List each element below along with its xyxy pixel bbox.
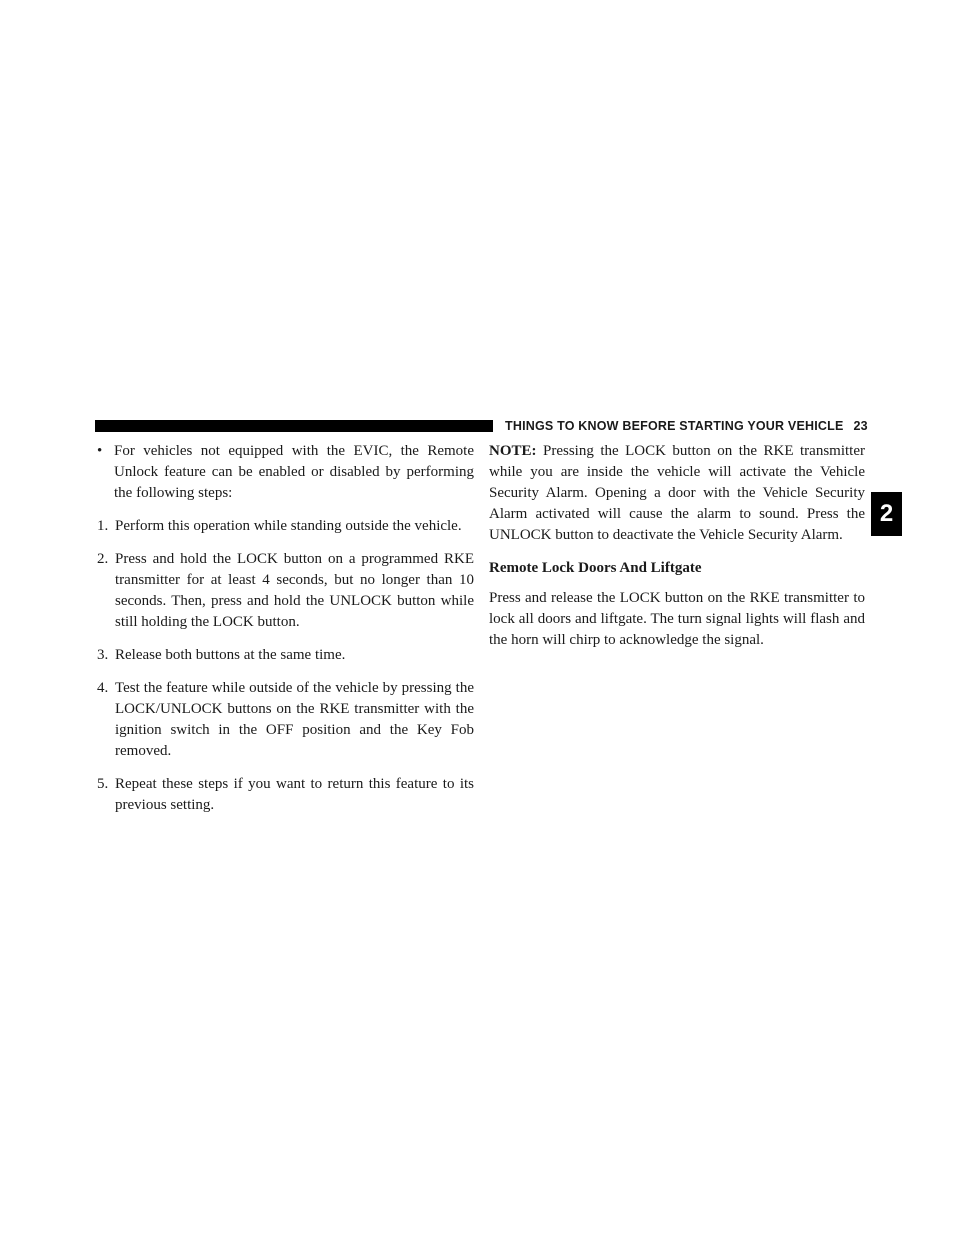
step-text: Repeat these steps if you want to return this feature to its previous setting. [115, 776, 474, 813]
step-text: Test the feature while outside of the vehicle by pressing the LOCK/UNLOCK buttons on the RKE transmitter with the ignition switch in the OFF position and the Key Fob removed. [115, 680, 474, 759]
note-text: Pressing the LOCK button on the RKE transmitter while you are inside the vehicle will activate the Vehicle Security Alarm. Opening a door with the Vehicle Security Alarm activated will cause the alarm to sound. Press the UNLOCK button to deactivate the Vehicle Security Alarm. [489, 443, 865, 543]
bullet-item [97, 441, 474, 504]
step-item [97, 774, 474, 816]
bullet-text: For vehicles not equipped with the EVIC, the Remote Unlock feature can be enabled or disabled by performing the following steps: [114, 443, 474, 501]
chapter-tab: 2 [871, 492, 902, 536]
step-item [97, 516, 474, 537]
note-paragraph [489, 441, 865, 546]
step-number: 1. [97, 518, 109, 534]
section-heading: Remote Lock Doors And Liftgate [489, 560, 702, 576]
note-label: NOTE: [489, 443, 537, 459]
step-number: 2. [97, 551, 109, 567]
bullet-marker: • [97, 443, 103, 459]
running-header [505, 417, 883, 435]
header-rule [95, 420, 493, 432]
step-item [97, 549, 474, 633]
step-number: 5. [97, 776, 109, 792]
page-number: 23 [853, 419, 868, 433]
step-number: 3. [97, 647, 109, 663]
step-item [97, 645, 474, 666]
section-paragraph: Press and release the LOCK button on the RKE transmitter to lock all doors and liftgate. The turn signal lights will flash and the horn will chirp to acknowledge the signal. [489, 590, 865, 648]
step-text: Release both buttons at the same time. [115, 647, 346, 663]
header-title: THINGS TO KNOW BEFORE STARTING YOUR VEHICLE [505, 419, 844, 433]
step-item [97, 678, 474, 762]
step-text: Press and hold the LOCK button on a programmed RKE transmitter for at least 4 seconds, but no longer than 10 seconds. Then, press and hold the UNLOCK button while still holding the LOCK button. [115, 551, 474, 630]
step-number: 4. [97, 680, 109, 696]
right-column [489, 441, 865, 663]
step-text: Perform this operation while standing outside the vehicle. [115, 518, 462, 534]
left-column [97, 441, 474, 828]
